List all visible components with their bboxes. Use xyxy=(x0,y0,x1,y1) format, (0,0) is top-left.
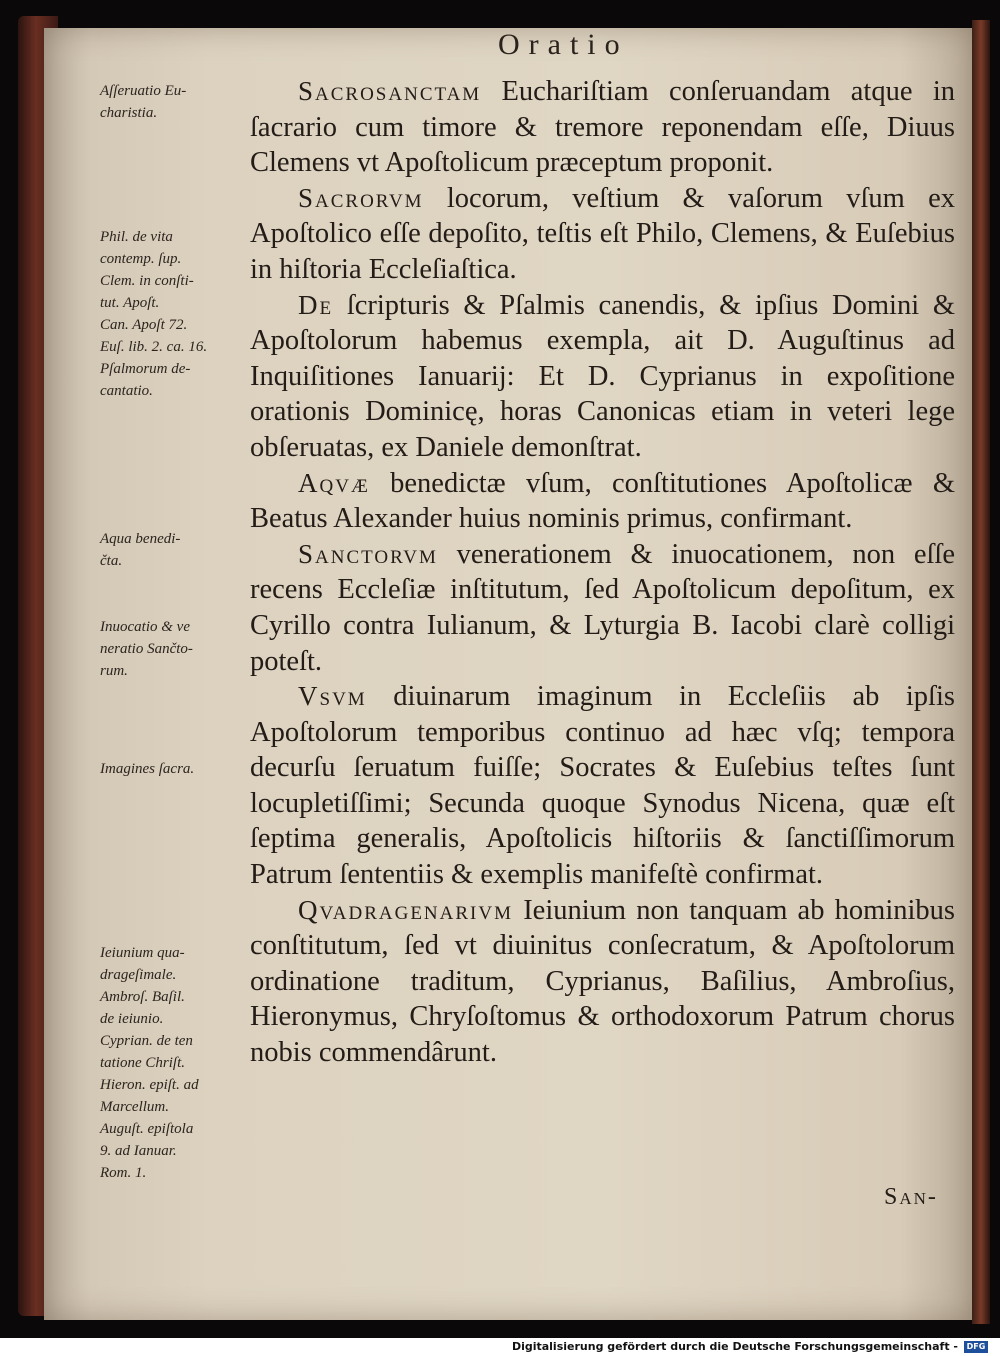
margin-note-eucharistia: Aſſeruatio Eu- charistia. xyxy=(100,83,187,121)
paragraph xyxy=(250,466,955,537)
paragraph-text: diuinarum imaginum in Eccleſiis ab ipſis Apoſtolorum temporibus continuo ad hæc vſq; tempora decurſu ſeruatum fuiſſe; Socrates & Euſebius teſtes ſunt locupletiſſimi; Secunda quoque Synodus Nicena, quæ eſt ſeptima generalis, Apoſtolicis hiſtoriis & ſanctiſſimorum Patrum ſententiis & exemplis manifeſtè confirmat. xyxy=(250,681,955,891)
margin-note-ieiunium: Ieiunium qua- drageſimale. Ambroſ. Baſil. de ieiunio. Cyprian. de ten tatione Chriſt. Hieron. epiſt. ad Marcellum. Auguſt. epiſtola 9. ad Ianuar. Rom. 1. xyxy=(100,945,199,1181)
margin-note-philo: Phil. de vita contemp. ſup. Clem. in conſti- tut. Apoſt. Can. Apoſt 72. Euſ. lib. 2. ca. 16. Pſalmorum de- cantatio. xyxy=(100,229,208,399)
catchword: San- xyxy=(884,1184,938,1210)
footer-credit: Digitalisierung gefördert durch die Deutsche Forschungsgemeinschaft - xyxy=(511,1340,958,1353)
paragraph-lead: Vsvm xyxy=(298,681,367,712)
paragraph-lead: Sanctorvm xyxy=(298,538,438,569)
margin-note-inuocatio: Inuocatio & ve neratio Sančto- rum. xyxy=(100,619,193,679)
paragraph-lead: Aqvæ xyxy=(298,467,370,498)
paragraph xyxy=(250,537,955,679)
paragraph-text: locorum, veſtium & vaſorum vſum ex Apoſtolico eſſe depoſito, teſtis eſt Philo, Clemens, & Euſebius in hiſtoria Eccleſiaſtica. xyxy=(250,182,955,285)
running-head: Oratio xyxy=(498,28,629,61)
margin-note-imagines: Imagines ſacra. xyxy=(100,761,195,777)
paragraph xyxy=(250,893,955,1071)
paragraph-text: venerationem & inuocationem, non eſſe recens Eccleſiæ inſtitutum, ſed Apoſtolicum depoſitum, ex Cyrillo contra Iulianum, & Lyturgia B. Iacobi clarè colligi poteſt. xyxy=(250,538,955,677)
body-text xyxy=(250,74,955,1071)
paragraph xyxy=(250,288,955,466)
margin-note-aqua: Aqua benedi- čta. xyxy=(100,531,181,569)
paragraph-text: benedictæ vſum, conſtitutiones Apoſtolicæ & Beatus Alexander huius nominis primus, confirmant. xyxy=(250,467,955,535)
book-cover-right-edge xyxy=(972,20,990,1324)
paragraph-lead: De xyxy=(298,289,334,320)
dfg-logo: DFG xyxy=(964,1341,988,1353)
paragraph-text: Ieiunium non tanquam ab hominibus conſtitutum, ſed vt diuinitus conſecratum, & Apoſtolorum ordinatione traditum, Cyprianus, Baſilius, Ambroſius, Hieronymus, Chryſoſtomus & orthodoxorum Patrum chorus nobis commendârunt. xyxy=(250,894,955,1069)
paragraph xyxy=(250,181,955,288)
paragraph-lead: Sacrorvm xyxy=(298,182,424,213)
paragraph xyxy=(250,74,955,181)
paragraph-text: ſcripturis & Pſalmis canendis, & ipſius Domini & Apoſtolorum habemus exempla, ait D. Auguſtinus ad Inquiſitiones Ianuarij: Et D. Cyprianus in expoſitione orationis Dominicę, horas Canonicas etiam in veteri lege obſeruatas, ex Daniele demonſtrat. xyxy=(250,289,955,463)
paragraph-text: Euchariſtiam conſeruandam atque in ſacrario cum timore & tremore reponendam eſſe, Diuus Clemens vt Apoſtolicum præceptum proponit. xyxy=(250,76,955,179)
paragraph-lead: Qvadragenarivm xyxy=(298,894,513,925)
paragraph xyxy=(250,679,955,893)
paragraph-lead: Sacrosanctam xyxy=(298,76,482,106)
